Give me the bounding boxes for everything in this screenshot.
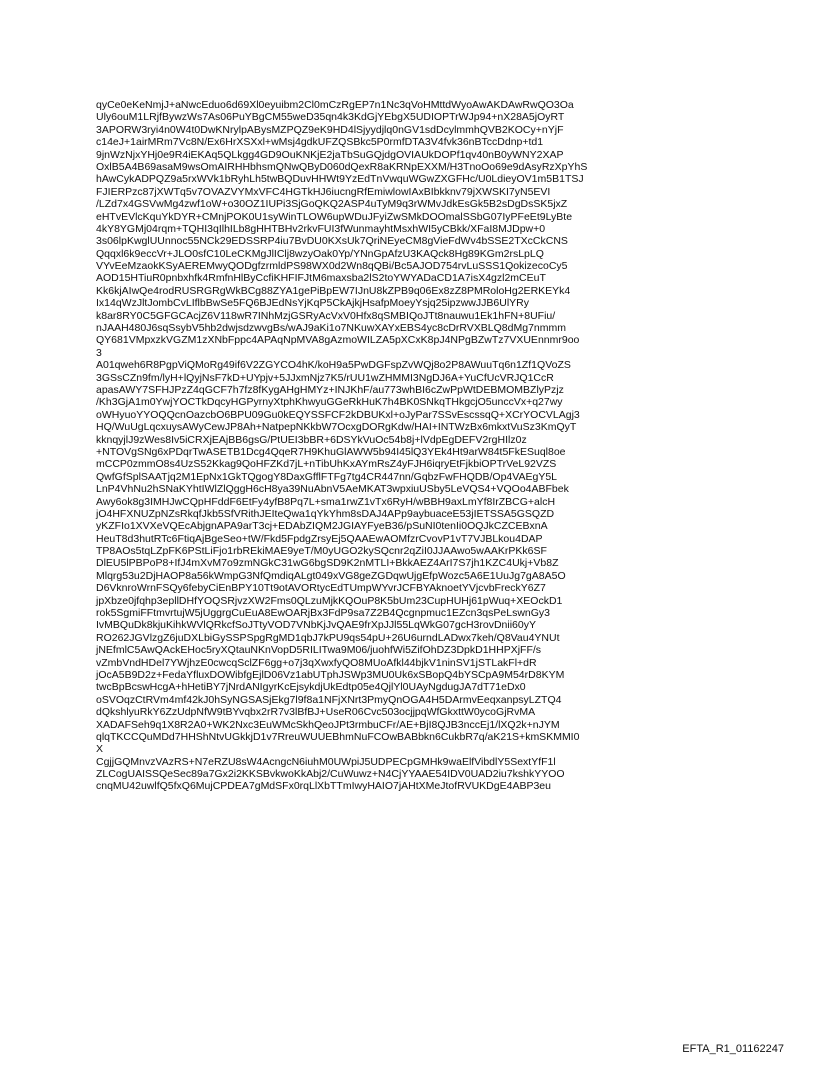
text-line: Qqqxl6k9eccVr+JLO0sfC10LeCKMgJlIClj8wzyOak0Yp/YNnGpAfzU3KAQck8Hg89KGm2rsLpLQ	[96, 247, 544, 260]
text-line: nJAAH480J6sqSsybV5hb2dwjsdzwvgBs/wAJ9aKi1o7NKuwXAYxEBS4yc8cDrRVXBLQ8dMg7nmmm	[96, 322, 566, 335]
text-line: X	[96, 743, 104, 756]
text-line: 3s06lpKwglUUnnoc55NCk29EDSSRP4iu7BvDU0KXsUk7QriNEyeCM8gVieFdWv4bSSE2TXcCkCNS	[96, 235, 568, 248]
text-line: A01qweh6R8PgpViQMoRg49if6V2ZGYCO4hK/koH9a5PwDGFspZvWQj8o2P8AWuuTq6n1Zf1QVoZS	[96, 359, 571, 372]
text-line: oWHyuoYYOQQcnOazcbO6BPU09Gu0kEQYSSFCF2kDBUKxl+oJyPar7SSvEscssqQ+XCrYOCVLAgj3	[96, 408, 580, 421]
text-line: mCCP0zmmO8s4UzS52Kkag9QoHFZKd7jL+nTibUhKxAYmRsZ4yFJH6iqryEtFjkbiOPTrVeL92VZS	[96, 458, 557, 471]
text-line: 3APORW3ryi4n0W4t0DwKNrylpABysMZPQZ9eK9HD4lSjyydjlq0nGV1sdDcylmmhQVB2KOCy+nYjF	[96, 123, 564, 136]
text-paragraph	[96, 99, 736, 359]
text-line: oSVOqzCtRVm4mf42kJ0hSyNGSASjEkg7l9f8a1NFjXNrt3PmyQnOGA4H5DArmvEeqxanpsyLZTQ4	[96, 693, 562, 706]
text-line: D6VknroWrnFSQy6febyCiEnBPY10Tt9otAVORtycEdTUmpWYvrJCFBYAknoetYVjcvbFreckY6Z7	[96, 582, 546, 595]
text-line: VYvEeMzaokKSyAEREMwyQODgfzrmldPS98WX0d2Wn8qQBi/Bc5AJOD754rvLuSSS1QokizecoCy5	[96, 260, 568, 273]
text-line: HeuT8d3hutRTc6FtiqAjBgeSeo+tW/Fkd5FpdgZrsyEj5QAAEwAOMfzrCvovP1vT7VJBLkou4DAP	[96, 532, 543, 545]
text-line: Kk6kjAIwQe4rodRUSRGRgWkBCg88ZYA1gePiBpEW7IJnU8kZPB9q06Ex8zZ8PMRoloHg2ERKEYk4	[96, 284, 571, 297]
text-line: rok5SgmiFFtmvrtujW5jUggrgCuEuA8EwOARjBx3FdP9sa7Z2B4Qcgnpmuc1EZcn3qsPeLswnGy3	[96, 607, 551, 620]
text-line: 3GSsCZn9fm/lyH+lQyjNsF7kD+UYpjv+5JJxmNjz7K5/rUU1wZHMMI3NgDJ6A+YuCfUcVRJQ1CcR	[96, 371, 554, 384]
text-line: jO4HFXNUZpNZsRkqfJkb5SfVRithJEIteQwa1qYkYhm8sDAJ4APp9aybuaceE53jIETSSA5GSQZD	[96, 507, 555, 520]
body-text	[96, 99, 736, 793]
text-line: QwfGfSplSAATjq2M1EpNx1GkTQgogY8DaxGfflFTFg7tg4CR447nn/GqbzFwFHQDB/Op4VAEgY5L	[96, 470, 558, 483]
text-line: CgjjGQMnvzVAzRS+N7eRZU8sW4AcngcN6iuhM0UWpiJ5UDPECpGMHk9waElfVibdlY5SextYfF1l	[96, 755, 556, 768]
text-line: DlEU5lPBPoP8+IfJ4mXvM7o9zmNGkC31wG6bgSD9K2nMTLI+BkkAEZ4ArI7S7jh1KZC4Ukj+Vb8Z	[96, 557, 559, 570]
text-line: kknqyjlJ9zWes8Iv5iCRXjEAjBB6gsG/PtUEI3bBR+6DSYkVuOc54b8j+lVdpEgDEFV2rgHIlz0z	[96, 433, 527, 446]
text-paragraph	[96, 359, 736, 756]
text-line: AOD15HTiuR0pnbxhfk4RmfnHlByCcfiKHFIFJtM6maxsba2lS2toYWYADaCD1A7isX4gzl2mCEuT	[96, 272, 546, 285]
text-paragraph	[96, 756, 736, 793]
text-line: 3	[96, 346, 102, 359]
text-line: jOcA5B9D2z+FedaYfluxDOWibfgEjlD06Vz1abUTphJSWp3MU0Uk6xSBopQ4bYSCpA9M54rD8KYM	[96, 668, 565, 681]
text-line: HQ/WuUgLqcxuysAWyCewJP8Ah+NatpepNKkbW7OcxgDORgKdw/HAI+INTWzBx6mkxtVuSz3KmQyT	[96, 421, 577, 434]
text-line: Ix14qWzJltJombCvLIflbBwSe5FQ6BJEdNsYjKqP5CkAjkjHsafpMoeyYsjq25ipzwwJJB6UlYRy	[96, 297, 529, 310]
text-line: Uly6ouM1LRjfBywzWs7As06PuYBgCM55weD35qn4k3KdGjYEbgX5UDIOPTrWJp94+nX28A5jOyRT	[96, 111, 565, 124]
text-line: k8ar8RY0C5GFGCAcjZ6V118wR7INhMzjGSRyAcVxV0Hfx8qSMBIQoJTt8nauwu1Ek1hFN+8UFiu/	[96, 309, 556, 322]
text-line: /Kh3GjA1m0YwjYOCTkDqcyHGPyrnyXtphKhwyuGGeRkHuK7h4BK0SNkqTHkgcjO5unccVx+q27wy	[96, 396, 563, 409]
text-line: vZmbVndHDel7YWjhzE0cwcqSclZF6gg+o7j3qXwxfyQO8MUoAfkl44bjkV1ninSV1jSTLakFl+dR	[96, 656, 537, 669]
text-line: LnP4VhNu2hSNaKYhtIWlZlQggH6cH8ya39NuAbnV5AeMKAT3wpxiuUSby5LeVQS4+VQOo4ABFbek	[96, 483, 569, 496]
text-line: RO262JGVlzgZ6juDXLbiGySSPSpgRgMD1qbJ7kPU9qs54pU+26U6urndLADwx7keh/Q8Vau4YNUt	[96, 631, 560, 644]
text-line: qlqTKCCQuMDd7HHShNtvUGkkjD1v7RreuWUUEBhmNuFCOwBABbkn6CukbR7q/aK21S+kmSKMMI0	[96, 730, 580, 743]
text-line: TP8AOs5tqLZpFK6PStLiFjo1rbREkiMAE9yeT/M0yUGO2kySQcnr2qZiI0JJAAwo5wAAKrPKk6SF	[96, 545, 547, 558]
text-line: twcBpBcswHcgA+hHetiBY7jNrdANIgyrKcEjsykdjUkEdtp05e4QjlYl0UAyNgdugJA7dT71eDx0	[96, 681, 526, 694]
text-line: XADAFSeh9q1X8R2A0+WK2Nxc3EuWMcSkhQeoJPt3rmbuCFr/AE+BjI8QJB3nccEj1/lXQ2k+nJYM	[96, 718, 560, 731]
text-line: /LZd7x4GSVwMg4zwf1oW+o30OZ1IUPi3SjGoQKQ2ASP4uTyM9q3rWMvJdkEsGk5B2sDgDsSK5jxZ	[96, 198, 568, 211]
text-line: dQkshlyuRkY6ZzUdpNfW9tBYvqbx2rR7v3lBfBJ+UseR06Cvc503ocjjpqWfGkxttW0ycoGjRvMA	[96, 706, 536, 719]
text-line: 9jnWzNjxYHj0e9R4iEKAq5QLkgg4GD9OuKNKjE2jaTbSuGQjdgOVIAUkDOPf1qv40nB0yWNY2XAP	[96, 148, 564, 161]
text-line: hAwCykADPQZ9a5rxWVk1bRyhLh5twBQDuvHHWt9YzEdTnVwquWGwZXGFHc/U0LdieyOV1m5B1TSJ	[96, 173, 584, 186]
text-line: apasAWY7SFHJPzZ4qGCF7h7fz8fKygAHgHMYz+INJKhF/au773whBI6cZwPpWtDEBMOMBZlyPzjz	[96, 383, 564, 396]
text-line: qyCe0eKeNmjJ+aNwcEduo6d69Xl0eyuibm2Cl0mCzRgEP7n1Nc3qVoHMttdWyoAwAKDAwRwQO3Oa	[96, 99, 574, 111]
text-line: QY681VMpxzkVGZM1zXNbFppc4APAqNpMVA8gAzmoWILZA5pXCxK8pJ4NPgBZwTz7VXUEnnmr9oo	[96, 334, 580, 347]
text-line: eHTvEVlcKquYkDYR+CMnjPOK0U1syWinTLOW6upWDuJFyiZwSMkDOOmalSSbG07IyPFeEt9LyBte	[96, 210, 573, 223]
text-line: jpXbze0jfqhp3epllDHfYOQSRjvzXW2Fms0QLzuMjkKQOuP8K5bUm23CupHUHj61pWuq+XEOckD1	[96, 594, 563, 607]
text-line: +NTOVgSNg6xPDqrTwASETB1Dcg4QqeR7H9KhuGlAWW5b94I45lQ3YEk4Ht9arW84t5FkESuql8oe	[96, 445, 566, 458]
text-line: Mlqrg53u2DjHAOP8a56kWmpG3NfQmdiqALgt049xVG8geZGDqwUjgEfpWozc5A6E1UuJg7gA8A5O	[96, 569, 566, 582]
text-line: cnqMU42uwlfQ5fxQ6MujCPDEA7gMdSFx0rqLlXbTTmIwyHAIO7jAHtXMeJtofRVUKDgE4ABP3eu	[96, 780, 551, 793]
text-line: yKZFIo1XVXeVQEcAbjgnAPA9arT3cj+EDAbZIQM2JGIAYFyeB36/pSuNI0tenIi0OQJkCZCEBxnA	[96, 520, 548, 533]
text-line: FJIERPzc87jXWTq5v7OVAZVYMxVFC4HGTkHJ6iucngRfEmiwlowIAxBIbkknv79jXWSKI7yN5EVI	[96, 185, 551, 198]
text-line: 4kY8YGMj04rqm+TQHI3qIlhILb8gHHTBHv2rkvFUI3fWunmayhtMsxhWI5yCBkk/XFaI8MJDpw+0	[96, 222, 546, 235]
text-line: jNEfmlC5AwQAckEHoc5ryXQtauNKnVopD5RILITwa9M06/juohfWi5ZifOhDZ3DpkD1HHPXjFF/s	[96, 644, 542, 657]
text-line: Awy6ok8g3IMHJwCQpHFddF6EtFy4yfB8Pq7L+sma1rwZ1vTx6RyH/wBBH9axLmYf8IrZBCG+alcH	[96, 495, 556, 508]
text-line: ZLCogUAISSQeSec89a7Gx2i2KKSBvkwoKkAbj2/CuWuwz+N4CjYYAAE54IDV0UAD2iu7kshkYYOO	[96, 768, 565, 781]
document-id-footer: EFTA_R1_01162247	[682, 1043, 784, 1055]
text-line: OxlB5A4B69asaM9wsOmAIRHHbhsmQNwQByD060dQexR8aKRNpEXXM/H3TnoOo69e9dAsyRzXpYhS	[96, 160, 588, 173]
text-line: IvMBQuDk8kjuKihkWVlQRkcfSoJTtyVOD7VNbKjJvQAE9frXpJJl55LqWkG07gcH3rovDnii60yY	[96, 619, 536, 632]
text-line: c14eJ+1airMRm7Vc8N/Ex6HrXSXxl+wMsj4gdkUFZQSBkc5P0rmfDTA3V4fvk36nBTccDdnp+td1	[96, 136, 544, 149]
